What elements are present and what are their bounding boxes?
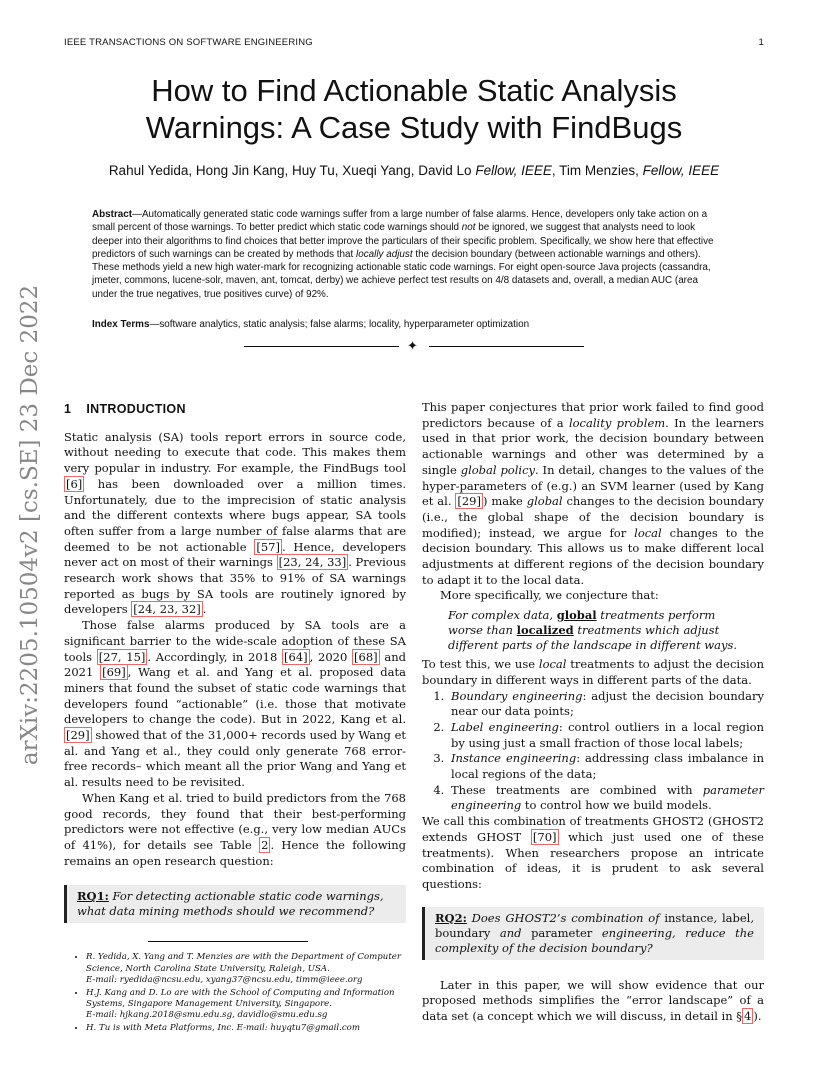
footnote-rule [148,941,308,942]
citation-link[interactable]: [23, 24, 33] [278,555,347,570]
footnote-item: • H. Tu is with Meta Platforms, Inc. E-mail: huyqtu7@gmail.com [86,1023,406,1034]
abstract-emphasis: locally adjust [356,248,413,260]
abstract-text: the decision boundary (between actionable warnings and others). These methods yield a new high water-mark for recognizing actionable static code warnings. For eight open-source Java projects (cassandra, jmeter, commons, lucene-solr, maven, ant, tomcat, derby) we achieve perfect test results on 4/8 datasets and, overall, a median AUC (area under the true negatives, true positives curve) of 92%. [92,248,711,300]
section-heading [64,402,406,418]
research-question-2: RQ2: Does GHOST2’s combination of instance, label, boundary and parameter engineering, reduce the complexity of the decision boundary? [422,907,764,960]
abstract [92,208,720,301]
separator-line [429,346,584,347]
index-terms-text: —software analytics, static analysis; false alarms; locality, hyperparameter optimization [149,319,530,330]
intro-paragraph-2: Those false alarms produced by SA tools are a significant barrier to the wide-scale adoption of these SA tools [27, 15] . Accordingly, in 2018 [64] , 2020 [68] and 2021 [69] , Wang et al. and Yang et al. proposed data miners that found the subset of static code warnings that developers found “actionable” (i.e. those that motivate developers to change the code). But in 2022, Kang et al. [29] showed that of the 31,000+ records used by Wang et al. and Yang et al., they could only generate 768 error-free records– which meant all the prior Wang and Yang et al. results need to be revisited. [64,618,406,790]
citation-link[interactable]: [69] [102,665,126,680]
list-item: 1. Boundary engineering: adjust the decision boundary near our data points; [448,689,764,720]
running-header [64,37,764,48]
research-question-1 [64,885,406,923]
footnotes [64,952,406,1034]
citation-link[interactable]: [27, 15] [98,649,146,664]
table-link[interactable]: 2 [261,837,269,852]
index-terms [92,319,720,330]
section-separator [244,339,584,353]
citation-link[interactable]: [57] [256,539,280,554]
separator-line [244,346,399,347]
paper-title [0,72,828,146]
intro-paragraph-1: Static analysis (SA) tools report errors in source code, without needing to execute that code. This makes them very popular in industry. For example, the FindBugs tool [6] has been downloaded over a million times. Unfortunately, due to the imprecision of static analysis and the different contexts where bugs appear, SA tools often suffer from a large number of false alarms that are deemed to be not actionable [57] . Hence, developers never act on most of their warnings [23, 24, 33] . Previous research work shows that 35% to 91% of SA warnings reported as bugs by SA tools are routinely ignored by developers [24, 23, 32] . [64,429,407,617]
abstract-text: —Automatically generated static code warnings suffer from a large number of false alarms. Hence, developers only take action on a small percent of those warnings. To better predict which static code warnings should [92,209,708,234]
footnote-item: • R. Yedida, X. Yang and T. Menzies are with the Department of Computer Science, North Carolina State University, Raleigh, USA. E-mail: ryedida@ncsu.edu, xyang37@ncsu.edu, timm@ieee.org [86,952,406,986]
journal-name: IEEE TRANSACTIONS ON SOFTWARE ENGINEERING [64,37,313,48]
arxiv-identifier: arXiv:2205.10504v2 [cs.SE] 23 Dec 2022 [17,284,43,766]
title-line-2: Warnings: A Case Study with FindBugs [145,110,683,145]
index-terms-label: Index Terms [92,319,150,330]
citation-link[interactable]: [70] [532,829,557,844]
separator-ornament: ✦ [407,338,418,353]
list-item: 4. These treatments are combined with parameter engineering to control how we build models. [448,783,764,814]
section-title: INTRODUCTION [86,402,186,416]
abstract-emphasis: not [461,222,476,234]
citation-link[interactable]: [6] [66,476,83,491]
footnote-item: • H.J. Kang and D. Lo are with the School of Computing and Information Systems, Singapore Management University, Singapore. E-mail: hjkang.2018@smu.edu.sg, davidlo@smu.edu.sg [86,988,406,1022]
author-list [0,163,828,178]
citation-link[interactable]: [24, 23, 32] [133,602,201,617]
fellow-designation: Fellow, IEEE [475,163,552,178]
citation-link[interactable]: [29] [457,494,481,509]
abstract-label: Abstract [92,209,133,220]
body-paragraph: We call this combination of treatments GHOST2 (GHOST2 extends GHOST [70] which just used one of these treatments). When researchers propose an intricate combination of ideas, it is prudent to ask several questions: [422,814,764,891]
citation-link[interactable]: [29] [66,728,90,743]
left-column [64,400,406,1035]
right-column [422,400,764,1025]
conjecture-quote: For complex data, global treatments perform worse than localized treatments which adjust different parts of the landscape in different ways. [448,608,737,653]
rq-label: RQ2: [435,910,467,925]
body-paragraph: This paper conjectures that prior work failed to find good predictors because of a locality problem. In the learners used in that prior work, the decision boundary between actionable warnings and other was determined by a single global policy. In detail, changes to the values of the hyper-parameters of (e.g.) an SVM learner (used by Kang et al. [29] ) make global changes to the decision boundary (i.e., the global shape of the decision boundary is modified); instead, we argue for local changes to the decision boundary. This allows us to make different local adjustments at different regions of the decision boundary to adapt it to the local data. [422,400,764,587]
list-item: 2. Label engineering: control outliers in a local region by using just a small fraction of those local labels; [448,720,764,751]
section-link[interactable]: 4 [744,1009,752,1024]
section-number: 1 [64,402,72,416]
intro-paragraph-3: When Kang et al. tried to build predictors from the 768 good records, they found that their best-performing predictors were not effective (e.g., very low median AUCs of 41%), for details see Table 2 . Hence the following remains an open research question: [64,790,406,868]
authors-text: Rahul Yedida, Hong Jin Kang, Huy Tu, Xueqi Yang, David Lo [108,163,476,178]
treatment-list [422,689,764,815]
body-paragraph: To test this, we use local treatments to adjust the decision boundary in different ways in different parts of the data. [422,657,764,687]
list-item: 3. Instance engineering: addressing class imbalance in local regions of the data; [448,751,764,782]
abstract-text: be ignored, we suggest that analysts need to look deeper into their algorithms to find choices that better improve the particulars of their specific problem. Specifically, we show here that effective predictors of such warnings can be created by methods that [92,222,714,260]
rq-label: RQ1: [77,889,109,904]
citation-link[interactable]: [64] [284,649,308,664]
authors-text: , Tim Menzies, [551,163,643,178]
fellow-designation: Fellow, IEEE [642,163,720,178]
arxiv-sidebar [0,284,60,766]
page-number: 1 [758,37,764,48]
title-line-1: How to Find Actionable Static Analysis [151,73,677,108]
rq-text: For detecting actionable static code warnings, what data mining methods should we recommend? [77,889,384,919]
body-paragraph: More specifically, we conjecture that: [440,588,659,603]
citation-link[interactable]: [68] [354,649,378,664]
body-paragraph: Later in this paper, we will show evidence that our proposed methods simplifies the “error landscape” of a data set (a concept which we will discuss, in detail in § 4 ). [422,977,764,1024]
